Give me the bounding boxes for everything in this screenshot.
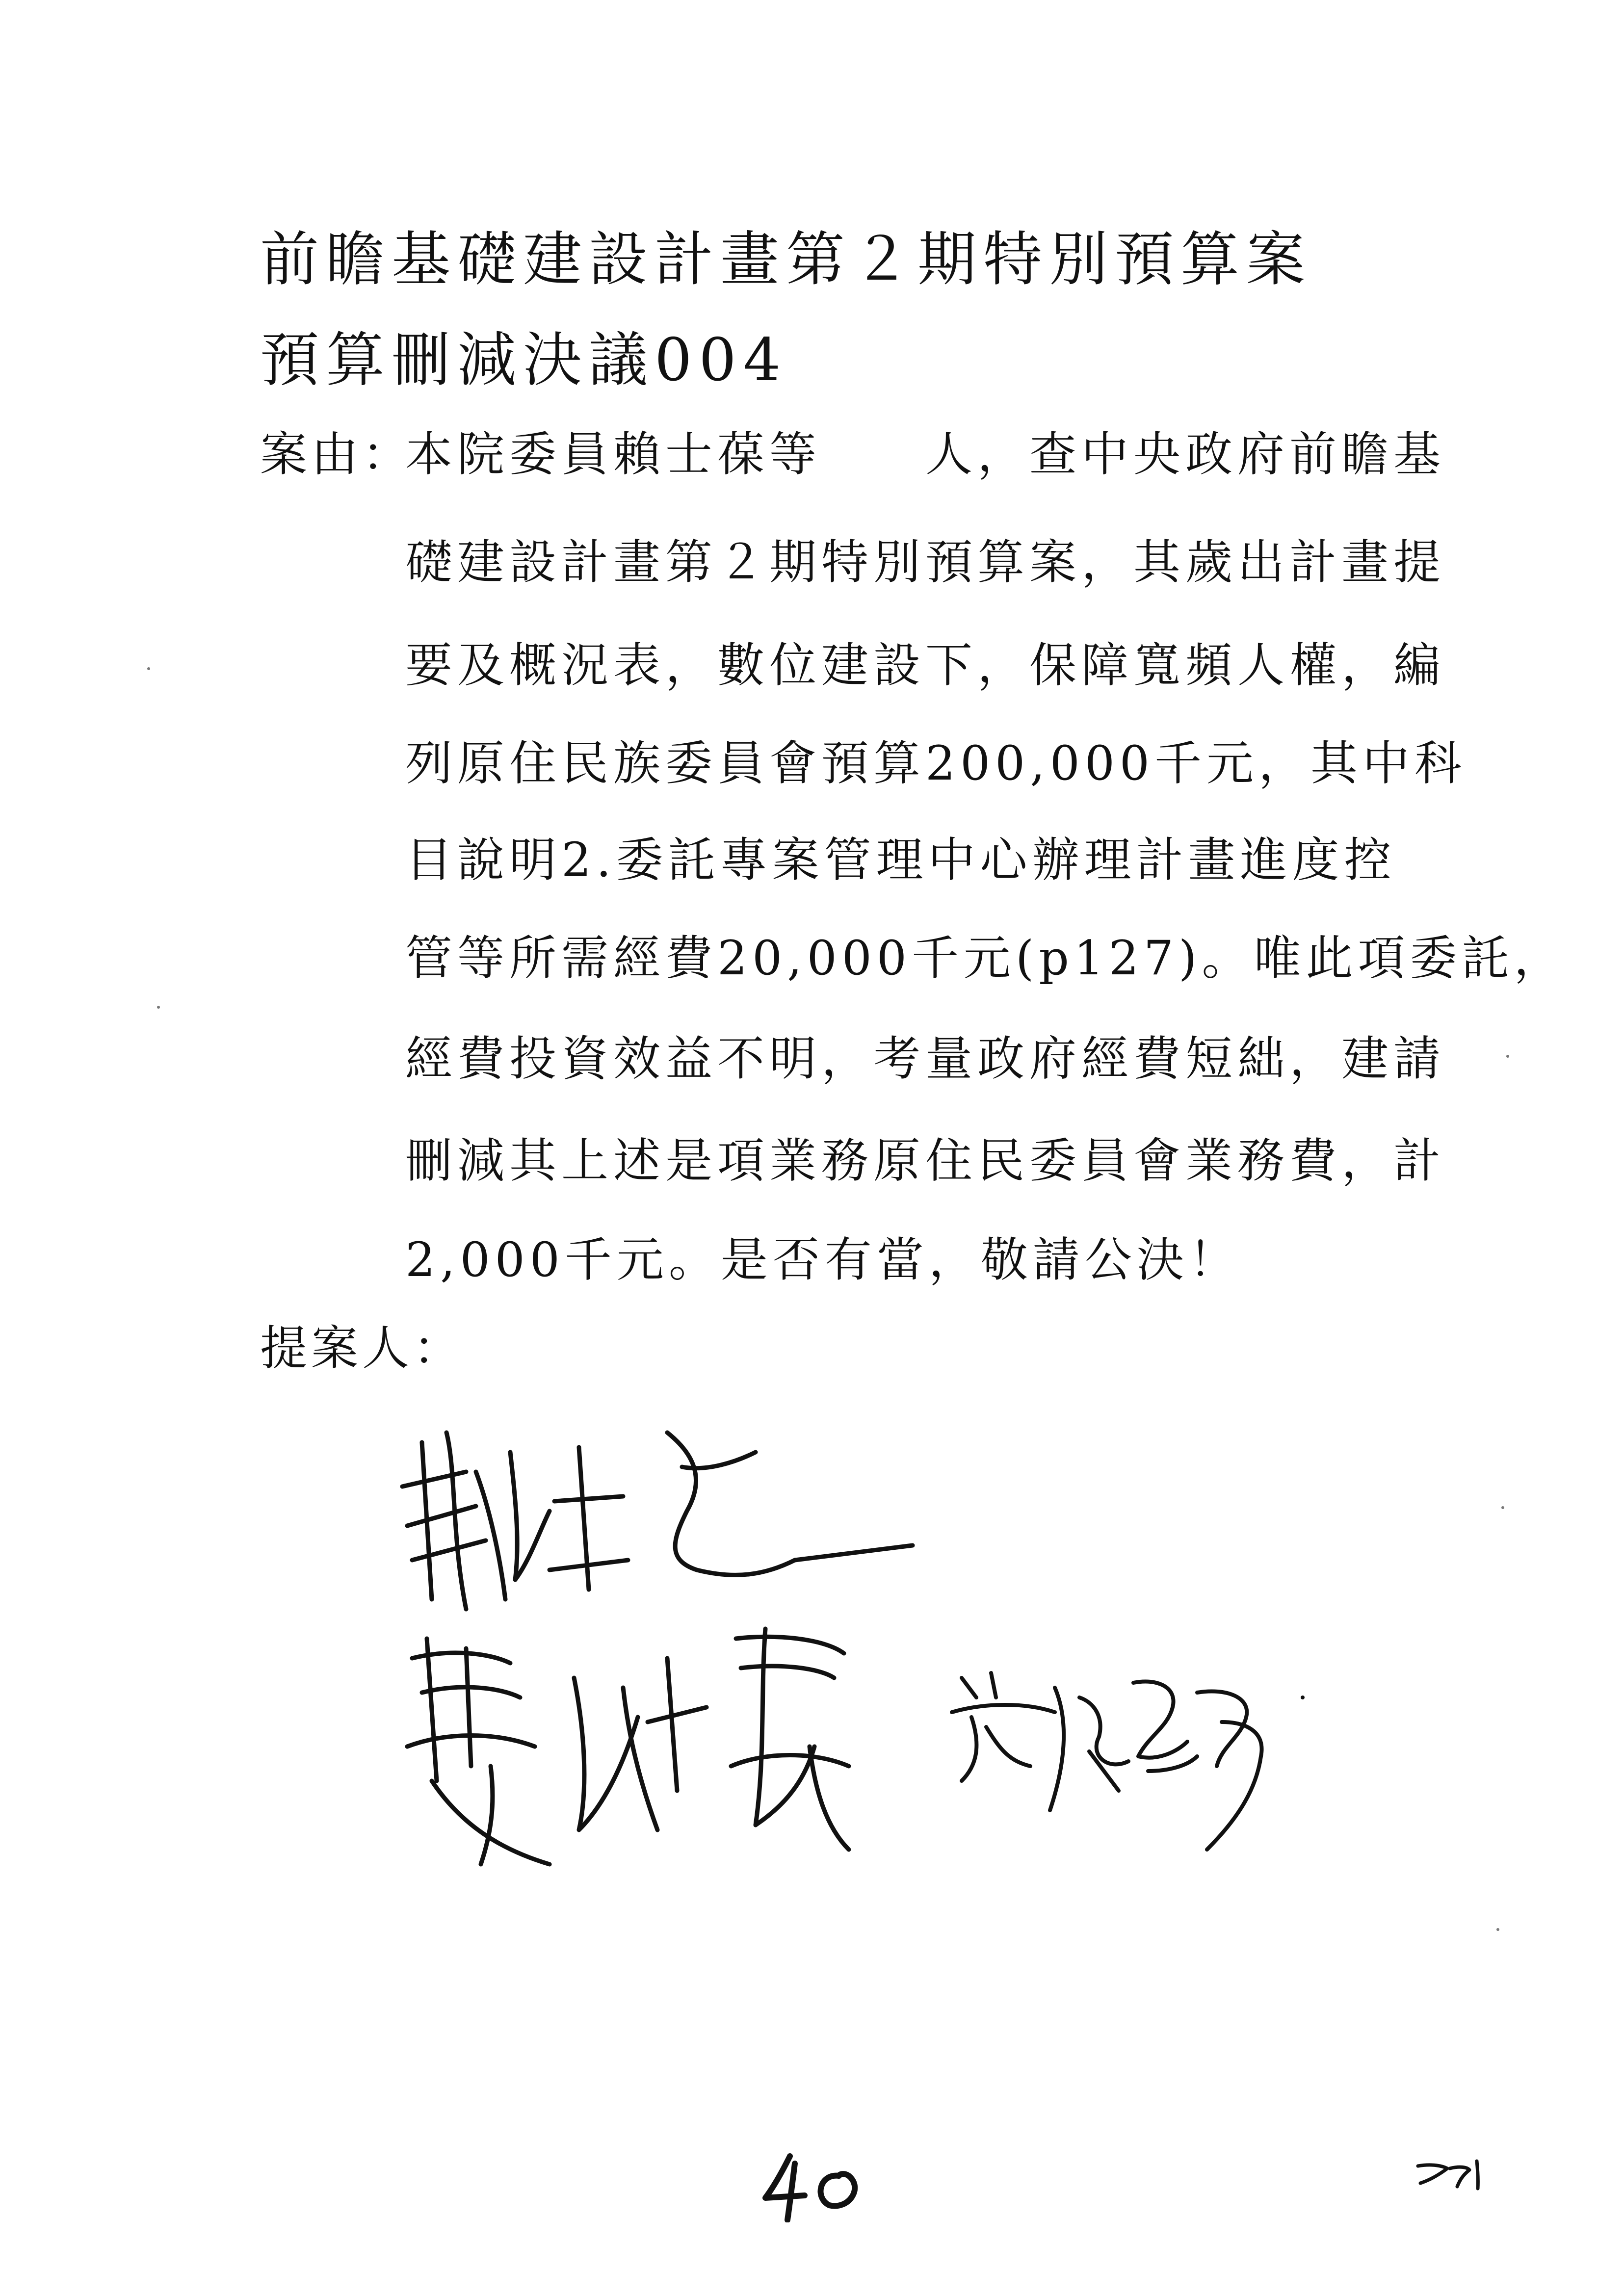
body-line-7: 經費投資效益不明，考量政府經費短絀，建請 xyxy=(405,1031,1445,1086)
body-line-8: 刪減其上述是項業務原住民委員會業務費，計 xyxy=(405,1133,1445,1188)
signature-2 xyxy=(393,1619,913,1894)
body-line-4: 列原住民族委員會預算200,000千元，其中科 xyxy=(405,736,1467,791)
scan-speck xyxy=(1506,1055,1509,1058)
reason-label: 案由： xyxy=(260,427,413,482)
document-title-line-2: 預算刪減決議004 xyxy=(260,326,788,394)
body-line-5: 目說明2.委託專案管理中心辦理計畫進度控 xyxy=(405,833,1396,887)
document-title-line-1: 前瞻基礎建設計畫第２期特別預算案 xyxy=(260,226,1312,294)
scan-speck xyxy=(1501,1506,1504,1509)
corner-mark xyxy=(1413,2156,1487,2192)
scan-speck xyxy=(1496,1928,1499,1931)
signature-3 xyxy=(942,1653,1335,1859)
scan-speck xyxy=(147,667,150,670)
body-line-3: 要及概況表，數位建設下，保障寬頻人權，編 xyxy=(405,638,1445,693)
page-number xyxy=(760,2149,868,2224)
signature-1 xyxy=(393,1413,962,1619)
body-line-6: 管等所需經費20,000千元(p127)。唯此項委託， xyxy=(405,931,1566,986)
proposer-label: 提案人： xyxy=(260,1321,464,1376)
scan-speck xyxy=(157,1006,160,1009)
body-line-1: 本院委員賴士葆等 人，查中央政府前瞻基 xyxy=(405,427,1445,482)
body-line-9: 2,000千元。是否有當，敬請公決！ xyxy=(405,1232,1241,1287)
body-line-2: 礎建設計畫第２期特別預算案，其歲出計畫提 xyxy=(405,535,1445,590)
